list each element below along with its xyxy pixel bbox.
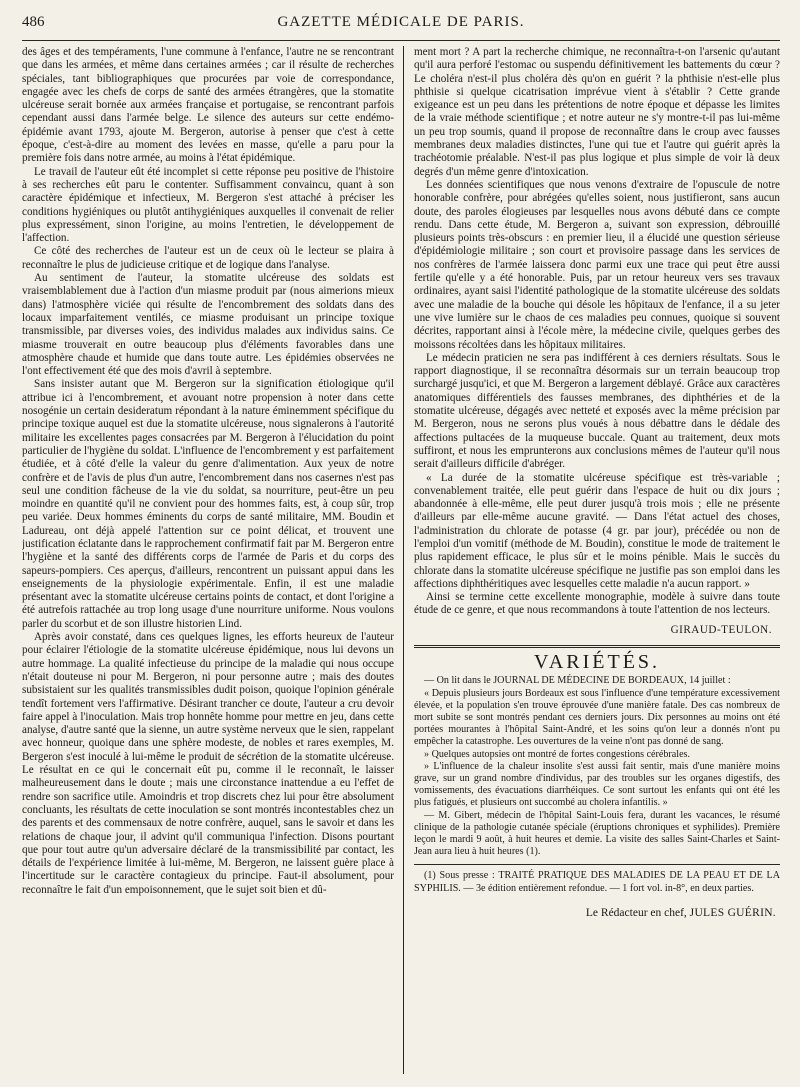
footnote: (1) Sous presse : TRAITÉ PRATIQUE DES MALADIES DE LA PEAU ET DE LA SYPHILIS. — 3e édition entièrement refondue. — 1 fort vol. in-8°, en deux parties. (414, 870, 780, 894)
footnote-rule (414, 864, 780, 865)
left-paragraph-4: Au sentiment de l'auteur, la stomatite ulcéreuse des soldats est vraisemblablement due à l'action d'un miasme produit par (nous aimerions mieux dans) l'atmosphère viciée qui résulte de l'encombrement des soldats dans des locaux imparfaitement ventilés, ce miasme produisant un principe toxique transmissible, par diverses voies, des individus malades aux individus sains. Ce miasme trouverait en outre beaucoup plus d'éléments favorables dans une atmosphère chaude et humide que dans toute autre. Les épidémies observées ne l'ont effectivement été que des mois d'avril à septembre. (22, 272, 394, 378)
right-column (414, 46, 780, 1076)
left-paragraph-2: Le travail de l'auteur eût été incomplet si cette réponse peu positive de l'histoire à ses recherches eût paru le contenter. Suffisamment convaincu, quant à son caractère épidémique et infectieux, M. Bergeron s'est attaché à préciser les conditions hygiéniques ou plutôt antihygiéniques auxquelles il convenait de relier plus expressément, sinon l'origine, au moins l'entretien, le développement de l'affection. (22, 165, 394, 245)
varietes-paragraph-1: — On lit dans le JOURNAL DE MÉDECINE DE BORDEAUX, 14 juillet : (424, 675, 731, 687)
editor-label: Le Rédacteur en chef, (585, 906, 687, 919)
varietes-body (414, 675, 780, 894)
editor-name: JULES GUÉRIN. (689, 906, 776, 919)
left-paragraph-3: Ce côté des recherches de l'auteur est un de ceux où le lecteur se plaira à reconnaître le plus de judicieuse critique et de logique dans l'analyse. (22, 245, 394, 271)
varietes-paragraph-3: » Quelques autopsies ont montré de fortes congestions cérébrales. (424, 748, 691, 760)
editor-line (414, 907, 780, 920)
varietes-paragraph-2: « Depuis plusieurs jours Bordeaux est sous l'influence d'une température excessivement élevée, et la population s'en trouve éprouvée d'une manière fatale. Des cas nombreux de mort subite se sont montrés pendant ces derniers jours. Dix personnes au moins ont été portées mourantes à l'hôpital Saint-André, et les soins qu'on leur a donnés n'ont pu empêcher la catastrophe. Les ouvertures de la veine n'ont pas donné de sang. (414, 687, 780, 748)
left-paragraph-5: Sans insister autant que M. Bergeron sur la signification étiologique qu'il attribue ici à l'encombrement, et avouant notre propension à noter dans cette nosogénie un certain desideratum répondant à la nature éminemment spécifique du principe toxique auquel est due la stomatite ulcéreuse, nous signalerons à l'autorité militaire les excellentes pages consacrées par M. Bergeron à l'élucidation du point particulier de l'hygiène du soldat. L'influence de l'encombrement y est parfaitement étudiée, et à côté d'elle la valeur du genre d'alimentation. Aux yeux de notre confrère et de l'avis de plus d'un autre, l'encombrement dans nos casernes n'est pas seul une condition fâcheuse de la vie du soldat, sa nourriture, peut-être un peu moindre en quantité qu'il ne convient pour des hommes faits, est, à coup sûr, trop peu variée. Deux hommes éminents du corps de santé militaire, MM. Boudin et Ladureau, ont déjà appelé l'attention sur ce point délicat, et trouvent une justification éclatante dans le rapprochement confirmatif fait par M. Bergeron entre l'hygiène et la santé des différents corps de l'armée de Paris et du corps des sapeurs-pompiers. Ces aperçus, d'ailleurs, rencontrent un puissant appui dans les enseignements de la physiologie expérimentale. Enfin, il est une maladie présentant avec la stomatite ulcéreuse certains points de contact, et dont l'origine a été autrefois rattachée au trop long usage d'une nourriture uniforme. Nous voulons parler du scorbut et de son illustre historien Lind. (22, 378, 394, 630)
right-paragraph-1: ment mort ? A part la recherche chimique, ne reconnaîtra-t-on l'arsenic qu'autant qu'il aura perforé l'estomac ou suspendu définitivement les battements du cœur ? Le choléra n'est-il plus choléra dès qu'on en guérit ? la phthisie n'est-elle plus phthisie si quelque cicatrisation imprévue vient à s'établir ? Cette grande exigeance est un peu dans les prétentions de notre époque et dépasse les limites de la vraie méthode scientifique ; et notre auteur ne s'y montre-t-il pas lui-même un peu trop soumis, quand il propose de reconnaître dans le croup avec fausses membranes deux maladies distinctes, l'une qui tue et l'autre qui guérit après la trachéotomie préalable. N'est-il pas plus logique et plus simple de voir là deux degrés d'un même genre d'intoxication. (414, 46, 780, 178)
left-paragraph-1: des âges et des tempéraments, l'une commune à l'enfance, l'autre ne se rencontrant que dans les armées, et même dans certaines armées ; car il résulte de recherches spéciales, tant bibliographiques que procurées par voie de correspondance, engagée avec les chefs de corps de santé des armées étrangères, que la stomatite ulcéreuse serait bornée aux armées française et portugaise, se rencontrant parfois cependant aussi dans l'armée belge. Le silence des auteurs sur cette endémo-épidémie avant 1793, ajoute M. Bergeron, autorise à penser que c'est à cette époque, c'est-à-dire au moment des levées en masse, qu'elle a paru pour la première fois dans notre armée, au moins à l'état épidémique. (22, 46, 394, 165)
article-signature: GIRAUD-TEULON. (670, 623, 772, 636)
page-header (22, 14, 780, 36)
right-paragraph-4: « La durée de la stomatite ulcéreuse spécifique est très-variable ; convenablement traitée, elle peut guérir dans l'espace de huit ou dix jours ; abandonnée à elle-même, elle peut durer jusqu'à trois mois ; elle ne présente d'ailleurs par elle-même aucune gravité. — Dans l'état actuel des choses, l'administration du chlorate de potasse (4 gr. par jour), précédée ou non de l'emploi d'un vomitif (méthode de M. Boudin), constitue le mode de traitement le plus rapidement efficace, le plus sûr et le moins pénible. Mais le succès du chlorate dans la stomatite ulcéreuse spécifique ne justifie pas son emploi dans les affections diphthéritiques avec lesquelles cette maladie n'a aucun rapport. » (414, 471, 780, 590)
column-separator (403, 46, 404, 1074)
header-rule (22, 40, 780, 41)
varietes-paragraph-4: » L'influence de la chaleur insolite s'est aussi fait sentir, mais d'une manière moins grave, sur un grand nombre d'individus, par des troubles sur les organes digestifs, des vomissements, des évacuations diarrhéiques. Ce sont surtout les enfants qui ont été les plus fatigués, et plusieurs ont succombé au cholera infantilis. » (414, 760, 780, 809)
section-divider (414, 645, 780, 648)
right-paragraph-3: Le médecin praticien ne sera pas indifférent à ces derniers résultats. Sous le rapport diagnostique, il se reconnaîtra désormais sur un terrain beaucoup trop surchargé jusqu'ici, et que M. Bergeron a largement déblayé. Grâce aux caractères anatomiques différentiels des fausses membranes, des diphthéries et de la stomatite ulcéreuse, dégagés avec netteté et exposés avec la même précision par M. Bergeron, nous ne serons plus voués à nous débattre dans le dédale des affections pultacées de la muqueuse buccale. Quant au traitement, deux mots suffiront, et nous les emprunterons aux conclusions mêmes de l'auteur qu'il nous serait d'ailleurs difficile d'abréger. (414, 351, 780, 471)
right-paragraph-5: Ainsi se termine cette excellente monographie, modèle à suivre dans toute étude de ce genre, et que nous recommandons à toute l'attention de nos lecteurs. (414, 591, 780, 617)
journal-title: GAZETTE MÉDICALE DE PARIS. (277, 14, 525, 30)
left-column (22, 46, 394, 1076)
page-number: 486 (22, 14, 45, 30)
varietes-paragraph-5: — M. Gibert, médecin de l'hôpital Saint-Louis fera, durant les vacances, le résumé clinique de la pathologie cutanée spéciale (éruptions chroniques et syphilides). Première leçon le mardi 9 août, à huit heures et demie. La visite des salles Saint-Charles et Saint-Jean aura lieu à huit heures (1). (414, 809, 780, 858)
varietes-heading: VARIÉTÉS. (533, 651, 661, 674)
right-paragraph-2: Les données scientifiques que nous venons d'extraire de l'opuscule de notre honorable confrère, pour abrégées qu'elles soient, nous justifieront, sans aucun doute, des paroles élogieuses par lesquelles nous avons débuté dans ce compte rendu. Dans cette étude, M. Bergeron a, suivant son expression, débrouillé plusieurs points très-obscurs : en premier lieu, il a élucidé une question sérieuse d'épidémiologie militaire ; son court et provisoire passage dans les services de nos confrères de l'armée laissera donc parmi eux une trace qui peut être aussi fertile qu'elle y a été honorable. Puis, par un retour heureux vers ses travaux ordinaires, ayant saisi l'identité pathologique de la stomatite ulcéreuse des soldats avec une maladie de la bouche qui désole les hôpitaux de l'enfance, il a su jeter une vive lumière sur le chaos de ces maladies peu connues, quoique si souvent décrites, rapportant ainsi à l'école mère, la médecine civile, quelques gerbes des moissons récoltées dans les hôpitaux militaires. (414, 178, 780, 351)
left-paragraph-6: Après avoir constaté, dans ces quelques lignes, les efforts heureux de l'auteur pour éclairer l'étiologie de la stomatite ulcéreuse épidémique, nous lui devons un autre hommage. La qualité infectieuse du principe de la maladie qui nous occupe n'était douteuse ni pour M. Bergeron, ni pour personne autre ; mais des doutes subsistaient sur les qualités transmissibles dudit poison, quoique l'opinion générale tendît fortement vers l'affirmative. Désirant trancher ce doute, l'auteur a cru devoir faire appel à l'inoculation. Mais trop honnête homme pour mettre en jeu, dans cette analyse, d'autre santé que la sienne, un autre système nerveux que le sien, rappelant avec honneur, quoique dans une sphère modeste, de nobles et rares exemples, M. Bergeron s'est inoculé à lui-même le produit de sécrétion de la stomatite ulcéreuse. Le résultat en ce qui le concernait eût pu, comme il le reconnaît, le laisser malheureusement dans le doute ; mais une circonstance inattendue a eu l'effet de rendre son sacrifice utile. Amoindris et trop discrets chez lui pour être absolument concluants, les résultats de cette inoculation se sont montrés incontestables chez un des parents et des commensaux de notre confrère, auquel, sans le savoir et dans les relations de chaque jour, il advint qu'il communiqua l'infection. Disons pourtant que pour tout autre qu'un adversaire déclaré de la transmissibilité par contact, les détails de l'expérience limitée à lui-même, M. Bergeron, ne laissent guère place à l'incertitude sur le caractère contagieux du principe. Faut-il absolument, pour reconnaître le fait d'un empoisonnement, que le sujet soit bien et dû- (22, 631, 394, 896)
